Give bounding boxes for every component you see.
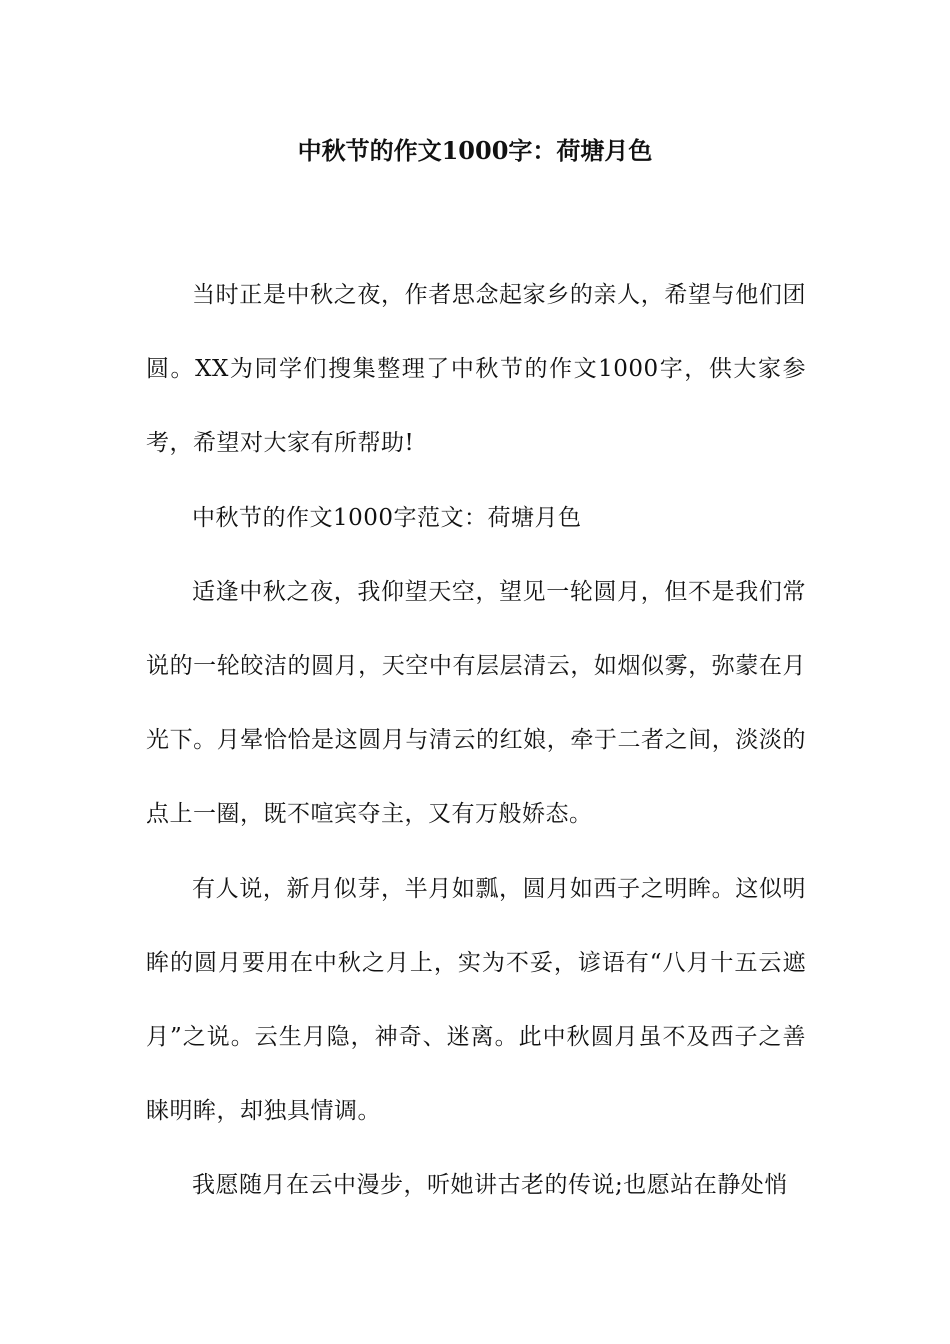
document-body xyxy=(146,258,806,1223)
paragraph-moon-eyes: 有人说，新月似芽，半月如瓢，圆月如西子之明眸。这似明眸的圆月要用在中秋之月上，实为不妥，谚语有“八月十五云遮月”之说。云生月隐，神奇、迷离。此中秋圆月虽不及西子之善睐明眸，却独具情调。 xyxy=(146,875,806,1125)
paragraph-wish: 我愿随月在云中漫步，听她讲古老的传说;也愿站在静处悄 xyxy=(192,1172,788,1199)
paragraph-subtitle: 中秋节的作文1000字范文：荷塘月色 xyxy=(192,504,582,531)
document-title: 中秋节的作文1000字：荷塘月色 xyxy=(297,136,653,165)
paragraph-intro: 当时正是中秋之夜，作者思念起家乡的亲人，希望与他们团圆。XX为同学们搜集整理了中秋节的作文1000字，供大家参考，希望对大家有所帮助! xyxy=(146,282,806,457)
paragraph-moon-night: 适逢中秋之夜，我仰望天空，望见一轮圆月，但不是我们常说的一轮皎洁的圆月，天空中有层层清云，如烟似雾，弥蒙在月光下。月晕恰恰是这圆月与清云的红娘，牵于二者之间，淡淡的点上一圈，既不喧宾夺主，又有万般娇态。 xyxy=(146,578,806,828)
